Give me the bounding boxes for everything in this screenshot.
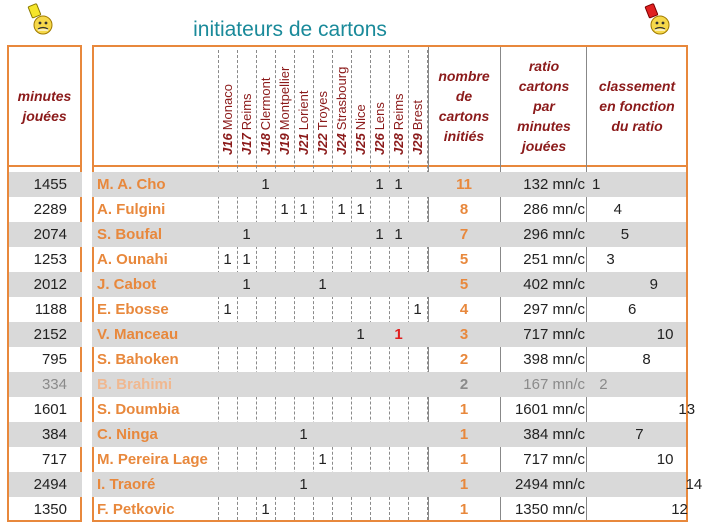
card-count: 1 [459, 426, 469, 443]
card-cell [313, 197, 332, 222]
card-cell [389, 197, 408, 222]
header-minutes: minutes jouées [17, 88, 72, 124]
card-cell [408, 322, 427, 347]
card-cell [256, 197, 275, 222]
header-card-count: nombre de cartons initiés [438, 68, 490, 144]
match-header: J16Monaco [220, 84, 235, 155]
match-header: J18Clermont [258, 77, 273, 155]
card-cell [313, 222, 332, 247]
card-cell [389, 422, 408, 447]
card-cell [332, 422, 351, 447]
card-ratio: 717 mn/c [523, 326, 585, 343]
card-cell: 1 [242, 251, 251, 268]
card-cell [294, 447, 313, 472]
card-cell [237, 297, 256, 322]
minutes-played: 1601 [33, 401, 67, 418]
card-cell [218, 347, 237, 372]
card-cell: 1 [261, 176, 270, 193]
header-ratio: ratio cartons par minutes jouées [517, 58, 571, 154]
card-cell [408, 272, 427, 297]
card-cell [332, 497, 351, 522]
card-ratio: 2494 mn/c [514, 476, 585, 493]
ratio-rank: 2 [599, 376, 608, 393]
card-cell [275, 297, 294, 322]
yellow-card-emoji-icon [22, 3, 54, 37]
card-cell [256, 447, 275, 472]
card-cell [389, 247, 408, 272]
match-header: J19Montpellier [277, 66, 292, 155]
card-cell: 1 [242, 276, 251, 293]
player-name: A. Ounahi [97, 251, 168, 268]
card-cell: 1 [299, 201, 308, 218]
card-cell [313, 497, 332, 522]
card-cell [351, 397, 370, 422]
card-cell [294, 297, 313, 322]
card-cell [332, 297, 351, 322]
table-row [0, 297, 694, 322]
card-cell [275, 397, 294, 422]
card-cell [275, 422, 294, 447]
card-cell [408, 472, 427, 497]
card-cell [389, 447, 408, 472]
card-cell [408, 372, 427, 397]
card-cell [351, 272, 370, 297]
card-count: 4 [459, 301, 469, 318]
card-cell [237, 397, 256, 422]
card-cell [294, 322, 313, 347]
card-cell [332, 272, 351, 297]
card-cell [389, 497, 408, 522]
card-cell [332, 347, 351, 372]
player-name: B. Brahimi [97, 376, 173, 393]
card-cell [218, 422, 237, 447]
minutes-played: 2494 [33, 476, 67, 493]
minutes-played: 384 [41, 426, 67, 443]
card-count: 3 [459, 326, 469, 343]
card-cell [256, 247, 275, 272]
player-name: A. Fulgini [97, 201, 166, 218]
card-cell [332, 222, 351, 247]
card-cell [408, 397, 427, 422]
card-cell [370, 322, 389, 347]
table-row [0, 372, 694, 397]
card-ratio: 384 mn/c [523, 426, 585, 443]
card-ratio: 286 mn/c [523, 201, 585, 218]
card-cell [294, 172, 313, 197]
card-cell [389, 372, 408, 397]
card-cell [218, 272, 237, 297]
ratio-rank: 4 [613, 201, 622, 218]
ratio-rank: 8 [642, 351, 651, 368]
card-cell: 1 [318, 276, 327, 293]
card-cell [218, 172, 237, 197]
card-cell [332, 447, 351, 472]
red-card-emoji-icon [639, 3, 671, 37]
minutes-played: 2012 [33, 276, 67, 293]
card-count: 8 [459, 201, 469, 218]
table-row [0, 472, 702, 497]
card-cell: 1 [299, 426, 308, 443]
card-cell [408, 447, 427, 472]
card-cell [408, 347, 427, 372]
card-cell [237, 497, 256, 522]
ratio-rank: 1 [592, 176, 601, 193]
card-count: 2 [459, 376, 469, 393]
card-cell [275, 272, 294, 297]
card-cell [275, 322, 294, 347]
card-ratio: 402 mn/c [523, 276, 585, 293]
card-cell [256, 272, 275, 297]
card-cell [237, 447, 256, 472]
card-cell [313, 297, 332, 322]
card-ratio: 251 mn/c [523, 251, 585, 268]
card-cell [256, 372, 275, 397]
card-count: 5 [459, 251, 469, 268]
card-cell [294, 222, 313, 247]
card-cell [351, 497, 370, 522]
minutes-played: 2289 [33, 201, 67, 218]
card-cell [351, 372, 370, 397]
card-cell [256, 422, 275, 447]
card-cell [294, 272, 313, 297]
card-cell [389, 397, 408, 422]
card-cell [218, 322, 237, 347]
match-header: J24Strasbourg [334, 66, 349, 155]
table-row [0, 272, 694, 297]
card-cell [351, 222, 370, 247]
card-cell: 1 [318, 451, 327, 468]
player-name: S. Bahoken [97, 351, 179, 368]
card-cell: 1 [413, 301, 422, 318]
card-cell [332, 172, 351, 197]
card-ratio: 297 mn/c [523, 301, 585, 318]
header-divider [7, 165, 82, 167]
player-name: E. Ebosse [97, 301, 169, 318]
card-cell [351, 172, 370, 197]
card-cell [351, 472, 370, 497]
card-cell: 1 [261, 501, 270, 518]
card-cell [313, 472, 332, 497]
page-title: initiateurs de cartons [193, 18, 387, 41]
card-cell [218, 197, 237, 222]
match-header: J17Reims [239, 93, 254, 155]
card-cell [275, 347, 294, 372]
ratio-rank: 5 [620, 226, 630, 243]
table-row [0, 197, 694, 222]
card-cell: 1 [394, 326, 403, 343]
card-cell [351, 347, 370, 372]
card-cell [332, 372, 351, 397]
table-row [0, 497, 694, 522]
card-count: 2 [459, 351, 469, 368]
card-count: 1 [459, 501, 469, 518]
match-header: J26Lens [372, 102, 387, 155]
card-cell [389, 472, 408, 497]
player-name: M. A. Cho [97, 176, 166, 193]
card-cell: 1 [356, 326, 365, 343]
card-cell [275, 247, 294, 272]
card-count: 5 [459, 276, 469, 293]
player-name: J. Cabot [97, 276, 157, 293]
card-cell: 1 [375, 176, 384, 193]
card-cell [313, 372, 332, 397]
card-count: 1 [459, 401, 469, 418]
card-cell [313, 247, 332, 272]
card-cell [237, 347, 256, 372]
player-name: V. Manceau [97, 326, 179, 343]
minutes-played: 1455 [33, 176, 67, 193]
card-cell [370, 247, 389, 272]
card-cell [237, 372, 256, 397]
card-count: 1 [459, 451, 469, 468]
card-cell [294, 347, 313, 372]
card-cell [370, 272, 389, 297]
card-cell [370, 197, 389, 222]
table-row [0, 347, 694, 372]
header-divider [92, 165, 688, 167]
card-cell [408, 422, 427, 447]
card-cell [370, 472, 389, 497]
card-cell [313, 322, 332, 347]
card-cell [370, 497, 389, 522]
minutes-played: 334 [41, 376, 67, 393]
card-cell [294, 397, 313, 422]
card-cell: 1 [242, 226, 251, 243]
player-name: S. Doumbia [97, 401, 180, 418]
card-cell [218, 222, 237, 247]
card-cell [389, 272, 408, 297]
card-cell [408, 497, 427, 522]
card-ratio: 167 mn/c [523, 376, 585, 393]
ratio-rank: 13 [678, 401, 696, 418]
card-count: 11 [456, 176, 472, 193]
card-cell: 1 [375, 226, 384, 243]
table-row [0, 247, 694, 272]
card-cell [389, 297, 408, 322]
card-cell: 1 [299, 476, 308, 493]
match-header: J28Reims [391, 93, 406, 155]
player-name: I. Traoré [97, 476, 156, 493]
card-cell [332, 397, 351, 422]
card-ratio: 398 mn/c [523, 351, 585, 368]
card-cell [256, 222, 275, 247]
ratio-rank: 3 [606, 251, 615, 268]
card-cell [218, 397, 237, 422]
card-cell [370, 397, 389, 422]
card-cell [332, 472, 351, 497]
match-header: J25Nice [353, 104, 368, 155]
card-ratio: 717 mn/c [523, 451, 585, 468]
card-cell [313, 397, 332, 422]
card-cell [275, 497, 294, 522]
player-name: C. Ninga [97, 426, 158, 443]
card-cell: 1 [280, 201, 289, 218]
card-cell [294, 372, 313, 397]
card-cell [275, 472, 294, 497]
card-cell: 1 [223, 301, 232, 318]
card-ratio: 132 mn/c [523, 176, 585, 193]
card-cell [237, 172, 256, 197]
card-ratio: 1350 mn/c [514, 501, 585, 518]
card-cell [256, 297, 275, 322]
table-row [0, 222, 694, 247]
card-cell [275, 222, 294, 247]
minutes-played: 1188 [34, 301, 67, 318]
card-cell [275, 372, 294, 397]
card-cell [294, 497, 313, 522]
card-cell: 1 [356, 201, 365, 218]
ratio-rank: 9 [649, 276, 658, 293]
card-cell [351, 422, 370, 447]
match-header: J29Brest [410, 99, 425, 155]
card-cell [237, 322, 256, 347]
card-cell [351, 297, 370, 322]
card-cell [408, 222, 427, 247]
table-row [0, 172, 694, 197]
card-cell [370, 372, 389, 397]
card-cell [351, 247, 370, 272]
card-ratio: 1601 mn/c [514, 401, 585, 418]
card-cell [275, 447, 294, 472]
card-cell [351, 447, 370, 472]
table-row [0, 397, 694, 422]
minutes-played: 717 [41, 451, 67, 468]
card-cell [370, 297, 389, 322]
ratio-rank: 12 [671, 501, 688, 518]
card-cell [370, 422, 389, 447]
card-cell [237, 422, 256, 447]
card-cell [256, 322, 275, 347]
match-header: J22Troyes [315, 91, 330, 155]
ratio-rank: 6 [628, 301, 637, 318]
card-count: 7 [459, 226, 469, 243]
minutes-played: 1350 [33, 501, 67, 518]
ratio-rank: 10 [656, 326, 674, 343]
card-cell: 1 [394, 176, 403, 193]
player-name: M. Pereira Lage [97, 451, 208, 468]
card-cell [218, 497, 237, 522]
card-cell [332, 322, 351, 347]
card-cell [218, 372, 237, 397]
card-cell [237, 472, 256, 497]
minutes-played: 1253 [33, 251, 67, 268]
minutes-played: 795 [41, 351, 67, 368]
match-header: J21Lorient [296, 90, 311, 155]
table-row [0, 422, 694, 447]
card-cell: 1 [337, 201, 346, 218]
player-name: F. Petkovic [97, 501, 175, 518]
card-cell [256, 472, 275, 497]
card-cell: 1 [394, 226, 403, 243]
card-cell [313, 172, 332, 197]
card-cell [370, 347, 389, 372]
minutes-played: 2074 [33, 226, 67, 243]
card-cell [237, 197, 256, 222]
table-row [0, 322, 694, 347]
ratio-rank: 10 [656, 451, 674, 468]
minutes-played: 2152 [33, 326, 67, 343]
card-ratio: 296 mn/c [523, 226, 585, 243]
card-cell [332, 247, 351, 272]
table-row [0, 447, 694, 472]
ratio-rank: 7 [635, 426, 644, 443]
card-cell [389, 347, 408, 372]
card-cell: 1 [223, 251, 232, 268]
card-cell [218, 447, 237, 472]
card-cell [313, 422, 332, 447]
player-name: S. Boufal [97, 226, 163, 243]
card-cell [313, 347, 332, 372]
card-cell [294, 247, 313, 272]
card-cell [256, 397, 275, 422]
card-cell [408, 172, 427, 197]
card-cell [370, 447, 389, 472]
card-cell [408, 247, 427, 272]
card-cell [275, 172, 294, 197]
card-cell [256, 347, 275, 372]
header-rank: classement en fonction du ratio [598, 78, 676, 134]
card-count: 1 [459, 476, 469, 493]
card-cell [408, 197, 427, 222]
card-cell [218, 472, 237, 497]
ratio-rank: 14 [685, 476, 702, 493]
